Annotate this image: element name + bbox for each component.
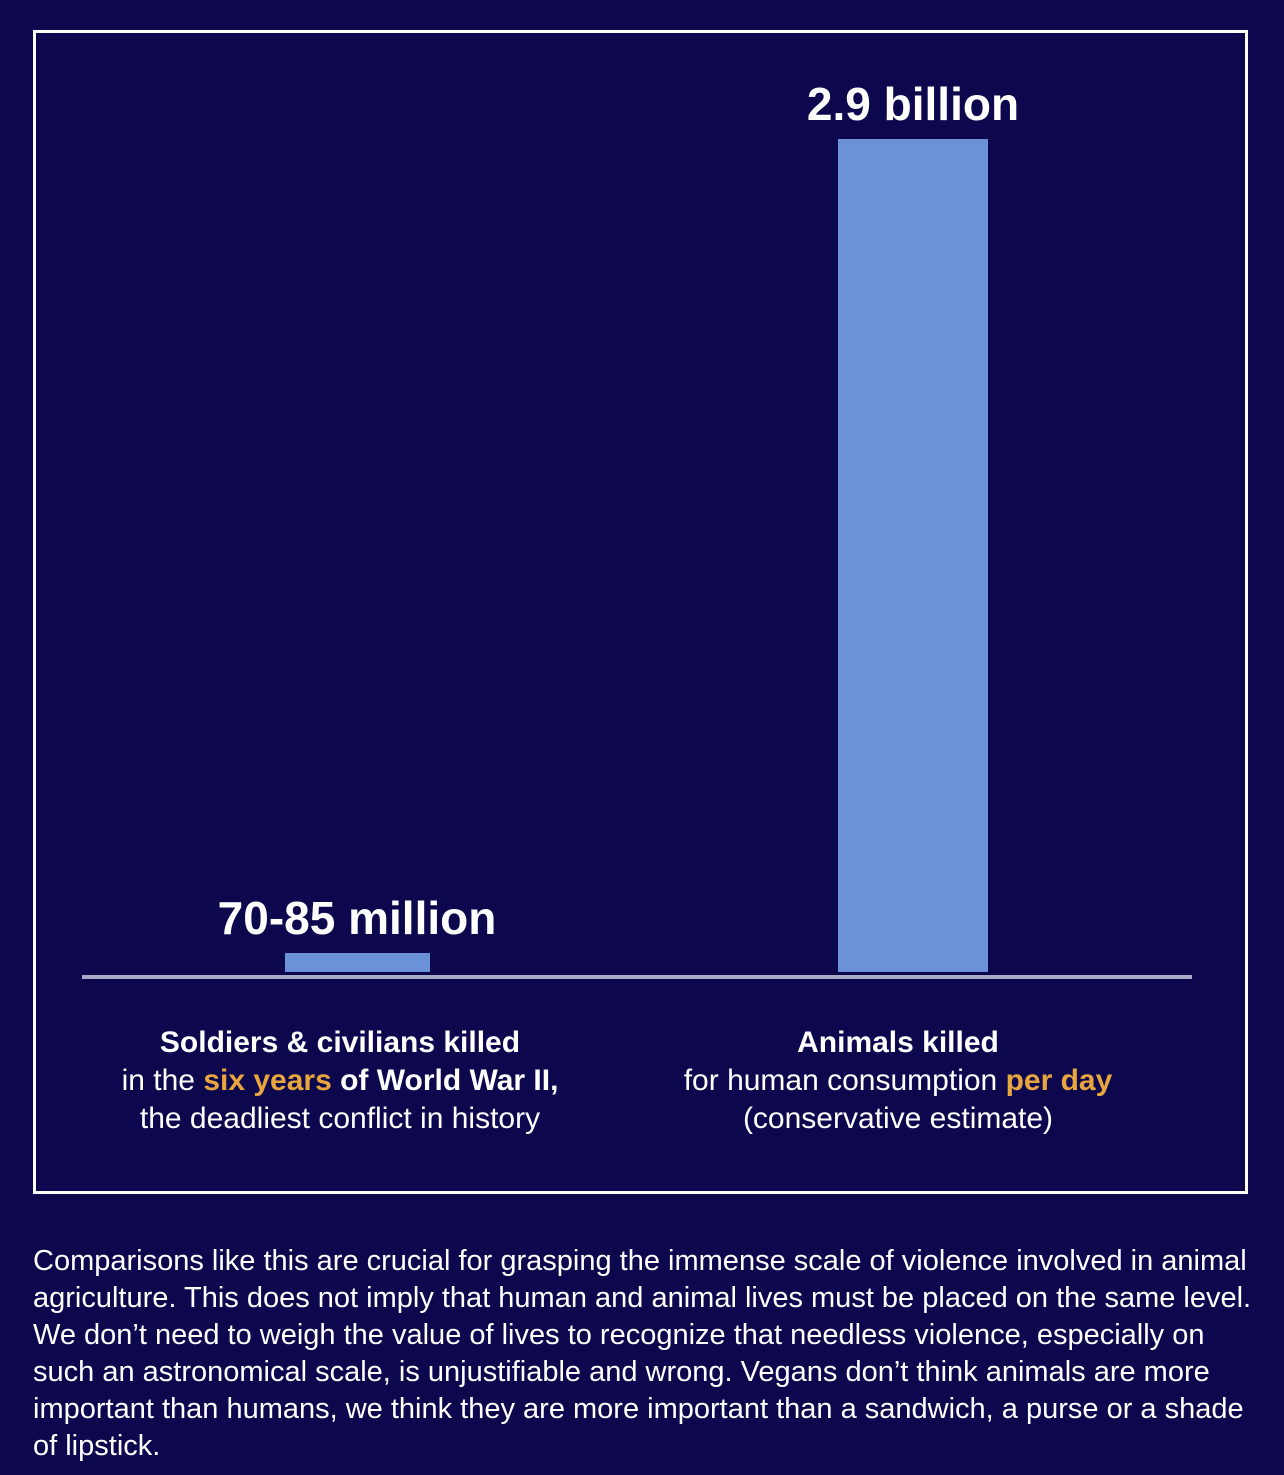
bar-animals-killed [838, 139, 988, 972]
ww2-caption-accent-six-years: six years [203, 1064, 332, 1097]
bar-ww2-deaths [285, 953, 430, 972]
x-axis-line [82, 975, 1192, 979]
animals-caption-line2-pre: for human consumption [683, 1064, 1006, 1097]
chart-border-box [33, 30, 1248, 1194]
ww2-caption-line2-post: of World War II, [331, 1064, 559, 1097]
animals-caption-line2 [684, 1062, 1113, 1100]
value-label-animals-killed: 2.9 billion [806, 78, 1020, 130]
ww2-caption-line1 [122, 1024, 559, 1062]
ww2-caption-title: Soldiers & civilians killed [159, 1026, 521, 1059]
category-label-animals [684, 1024, 1113, 1138]
value-label-ww2-deaths: 70-85 million [217, 892, 497, 944]
footer-commentary-paragraph: Comparisons like this are crucial for grasping the immense scale of violence involved in animal agriculture. This does not imply that human and animal lives must be placed on the same level. We don’t need to weigh the value of lives to recognize that needless violence, especially on such an astronomical scale, is unjustifiable and wrong. Vegans don’t think animals are more important than humans, we think they are more important than a sandwich, a purse or a shade of lipstick. [33, 1245, 1252, 1462]
animals-caption-subtitle: (conservative estimate) [742, 1102, 1054, 1135]
ww2-caption-line3 [122, 1100, 559, 1138]
animals-caption-line3 [684, 1100, 1113, 1138]
ww2-caption-subtitle: the deadliest conflict in history [139, 1102, 541, 1135]
ww2-caption-line2 [122, 1062, 559, 1100]
animals-caption-line1 [684, 1024, 1113, 1062]
ww2-caption-line2-pre: in the [121, 1064, 204, 1097]
animals-caption-title: Animals killed [797, 1026, 999, 1059]
category-label-ww2 [122, 1024, 559, 1138]
animals-caption-accent-per-day: per day [1005, 1064, 1113, 1097]
